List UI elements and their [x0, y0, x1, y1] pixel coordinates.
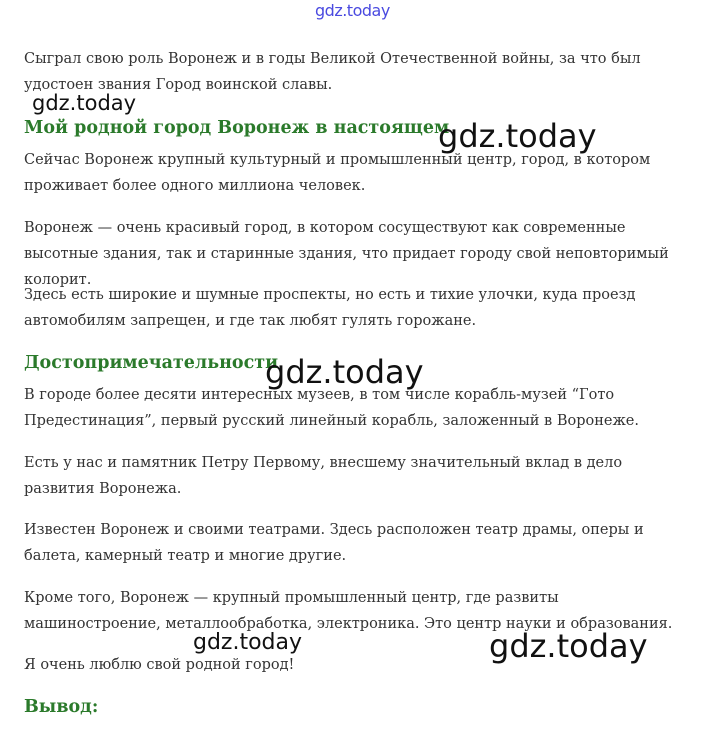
watermark-a: gdz.today	[32, 91, 137, 115]
watermark-e: gdz.today	[489, 627, 648, 665]
paragraph-sights-3: Известен Воронеж и своими театрами. Здесь расположен театр драмы, оперы и балета, камерный театр и многие другие.	[24, 522, 644, 564]
watermark-top: gdz.today	[315, 1, 390, 20]
paragraph-present-2: Воронеж — очень красивый город, в котором сосуществуют как современные высотные здания, так и старинные здания, что придает городу свой неповторимый колорит.	[24, 220, 669, 288]
paragraph-sights-2: Есть у нас и памятник Петру Первому, внесшему значительный вклад в дело развития Воронежа.	[24, 455, 623, 497]
watermark-c: gdz.today	[265, 353, 424, 391]
paragraph-sights-1: В городе более десяти интересных музеев, в том числе корабль-музей “Гото Предестинация”, первый русский линейный корабль, заложенный в Воронеже.	[24, 387, 639, 429]
watermark-d: gdz.today	[193, 630, 303, 655]
paragraph-sights-4: Кроме того, Воронеж — крупный промышленный центр, где развиты машиностроение, металлообработка, электроника. Это центр науки и образования.	[24, 590, 673, 632]
paragraph-present-3: Здесь есть широкие и шумные проспекты, но есть и тихие улочки, куда проезд автомобилям запрещен, и где так любят гулять горожане.	[24, 287, 636, 329]
heading-present: Мой родной город Воронеж в настоящем	[24, 118, 450, 138]
heading-conclusion: Вывод:	[24, 697, 99, 717]
heading-sights: Достопримечательности	[24, 353, 279, 373]
paragraph-sights-5: Я очень люблю свой родной город!	[24, 657, 295, 673]
paragraph-present-1: Сейчас Воронеж крупный культурный и промышленный центр, город, в котором проживает более одного миллиона человек.	[24, 152, 651, 194]
watermark-b: gdz.today	[438, 117, 597, 155]
intro-paragraph: Сыграл свою роль Воронеж и в годы Великой Отечественной войны, за что был удостоен звания Город воинской славы.	[24, 51, 641, 93]
